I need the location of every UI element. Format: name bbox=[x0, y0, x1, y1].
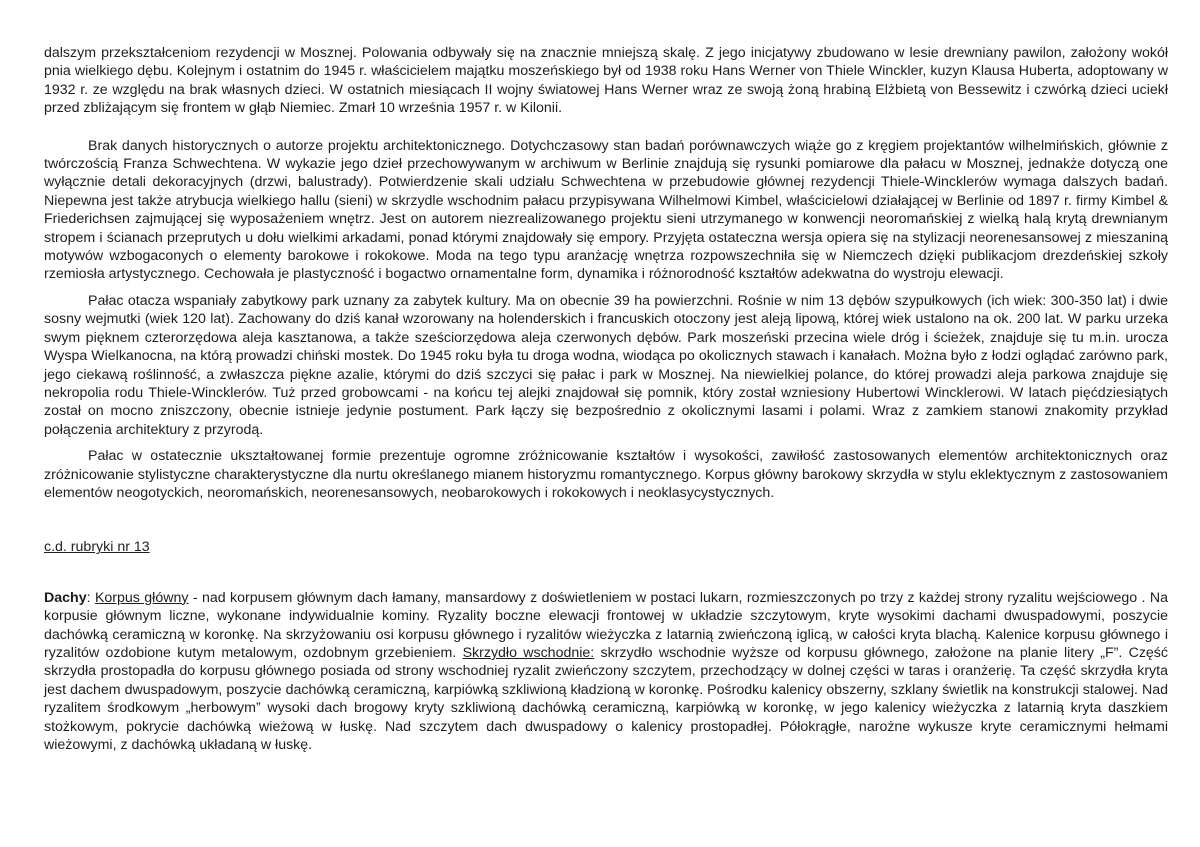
skrzydlo-wschodnie-label: Skrzydło wschodnie: bbox=[462, 644, 595, 661]
dachy-colon: : bbox=[86, 589, 95, 606]
dachy-text-1: - nad korpusem głównym dach łamany, mansardowy z doświetleniem w postaci lukarn, rozmieszczonych po trzy z każdej strony ryzalitu wejściowego . Na korpusie głównym liczne, wykonane indywidualnie kominy. Ryzality boczne elewacji frontowej w układzie szczytowym, kryte wysokimi dachami dwuspadowymi, poszycie dachówką ceramiczną w koronkę. Na skrzyżowaniu osi korpusu głównego i ryzalitów wieżyczka z latarnią zwieńczoną iglicą, w całości kryta blachą. Kalenice korpusu głównego i ryzalitów ozdobione kutym metalowym, ozdobnym grzebieniem. bbox=[44, 589, 1168, 661]
document-page bbox=[44, 44, 1168, 754]
paragraph-1: dalszym przekształceniom rezydencji w Mosznej. Polowania odbywały się na znacznie mniejszą skalę. Z jego inicjatywy zbudowano w lesie drewniany pawilon, założony wokół pnia wielkiego dębu. Kolejnym i ostatnim do 1945 r. właścicielem majątku moszeńskiego był od 1938 roku Hans Werner von Thiele Winckler, kuzyn Klausa Huberta, adoptowany w 1932 r. ze względu na brak własnych dzieci. W ostatnich miesiącach II wojny światowej Hans Werner wraz ze swoją żoną hrabiną Elżbietą von Bessewitz i czwórką dzieci uciekł przed zbliżającym się frontem w głąb Niemiec. Zmarł 10 września 1957 r. w Kilonii. bbox=[44, 45, 1168, 117]
paragraph-4: Pałac w ostatecznie ukształtowanej formie prezentuje ogromne zróżnicowanie kształtów i wysokości, zawiłość zastosowanych elementów architektonicznych oraz zróżnicowanie stylistyczne charakterystyczne dla nurtu określanego mianem historyzmu romantycznego. Korpus główny barokowy skrzydła w stylu eklektycznym z zastosowaniem elementów neogotyckich, neoromańskich, neorenesansowych, neobarokowych i rokokowych i neoklasycystycznych. bbox=[44, 448, 1168, 501]
dachy-paragraph bbox=[44, 589, 1168, 755]
dachy-label: Dachy bbox=[44, 589, 87, 606]
paragraph-3: Pałac otacza wspaniały zabytkowy park uznany za zabytek kultury. Ma on obecnie 39 ha powierzchni. Rośnie w nim 13 dębów szypułkowych (ich wiek: 300-350 lat) i dwie sosny wejmutki (wiek 120 lat). Zachowany do dziś kanał wzorowany na holenderskich i francuskich otoczony jest aleją lipową, której wiek ustalono na ok. 200 lat. W parku urzeka swym pięknem czterorzędowa aleja kasztanowa, a także sześciorzędowa aleja czerwonych dębów. Park moszeński przecina wiele dróg i ścieżek, znajduje się tu m.in. urocza Wyspa Wielkanocna, na którą prowadzi chiński mostek. Do 1945 roku była tu droga wodna, wiodąca po okolicznych stawach i kanałach. Można było z łodzi oglądać zarówno park, jego ciekawą roślinność, a zwłaszcza piękne azalie, którymi do dziś szczyci się pałac i park w Mosznej. Na niewielkiej polance, do której prowadzi aleja parkowa znajduje się nekropolia rodu Thiele-Wincklerów. Tuż przed grobowcami - na końcu tej alejki znajdował się pomnik, który został wzniesiony Hubertowi Wincklerowi. W latach pięćdziesiątych został on mocno zniszczony, obecnie istnieje jedynie postument. Park łączy się bezpośrednio z okolicznymi lasami i polami. Wraz z zamkiem stanowi znakomity przykład połączenia architektury z przyrodą. bbox=[44, 292, 1168, 438]
section-heading: c.d. rubryki nr 13 bbox=[44, 539, 150, 556]
paragraph-2: Brak danych historycznych o autorze projektu architektonicznego. Dotychczasowy stan badań porównawczych wiąże go z kręgiem projektantów wilhelmińskich, głównie z twórczością Franza Schwechtena. W wykazie jego dzieł przechowywanym w archiwum w Berlinie znajdują się rysunki pomiarowe dla pałacu w Mosznej, jednakże dotyczą one wyłącznie detali dekoracyjnych (drzwi, balustrady). Potwierdzenie skali udziału Schwechtena w przebudowie głównej rezydencji Thiele-Wincklerów wymaga dalszych badań. Niepewna jest także atrybucja wielkiego hallu (sieni) w skrzydle wschodnim pałacu przypisywana Wilhelmowi Kimbel, właścicielowi działającej w Berlinie od 1897 r. firmy Kimbel & Friederichsen zajmującej się wyposażeniem wnętrz. Jest on autorem niezrealizowanego projektu sieni utrzymanego w konwencji neoromańskiej z wielką halą krytą drewnianym stropem i ścianach przeprutych u dołu wielkimi arkadami, ponad którymi znajdowały się empory. Przyjęta ostateczna wersja opiera się na stylizacji neorenesansowej z mieszaniną motywów wzbogaconych o elementy barokowe i rokokowe. Moda na tego typu aranżację wnętrza rozpowszechniła się w Niemczech dzięki publikacjom drezdeńskiej szkoły rzemiosła artystycznego. Cechowała je plastyczność i bogactwo ornamentalne form, dynamika i różnorodność kształtów adekwatna do wystroju elewacji. bbox=[44, 137, 1168, 283]
dachy-text-2: skrzydło wschodnie wyższe od korpusu głównego, założone na planie litery „F”. Część skrzydła prostopadła do korpusu głównego posiada od strony wschodniej ryzalit zwieńczony szczytem, przechodzący w dolnej części w taras i oranżerię. Ta część skrzydła kryta jest dachem dwuspadowym, poszycie dachówką ceramiczną, karpiówką szkliwioną kładzioną w koronkę. Pośrodku kalenicy obszerny, szklany świetlik na konstrukcji stalowej. Nad ryzalitem środkowym „herbowym” wysoki dach brogowy kryty szkliwioną dachówką ceramiczną, karpiówką w koronkę, w jego kalenicy wieżyczka z latarnią kryta daszkiem stożkowym, pokrycie dachówką wieżową w łuskę. Nad szczytem dach dwuspadowy o kalenicy prostopadłej. Półokrągłe, narożne wykusze kryte ceramicznymi hełmami wieżowymi, z dachówką układaną w łuskę. bbox=[44, 644, 1168, 753]
korpus-glowny-label: Korpus główny bbox=[94, 589, 189, 606]
